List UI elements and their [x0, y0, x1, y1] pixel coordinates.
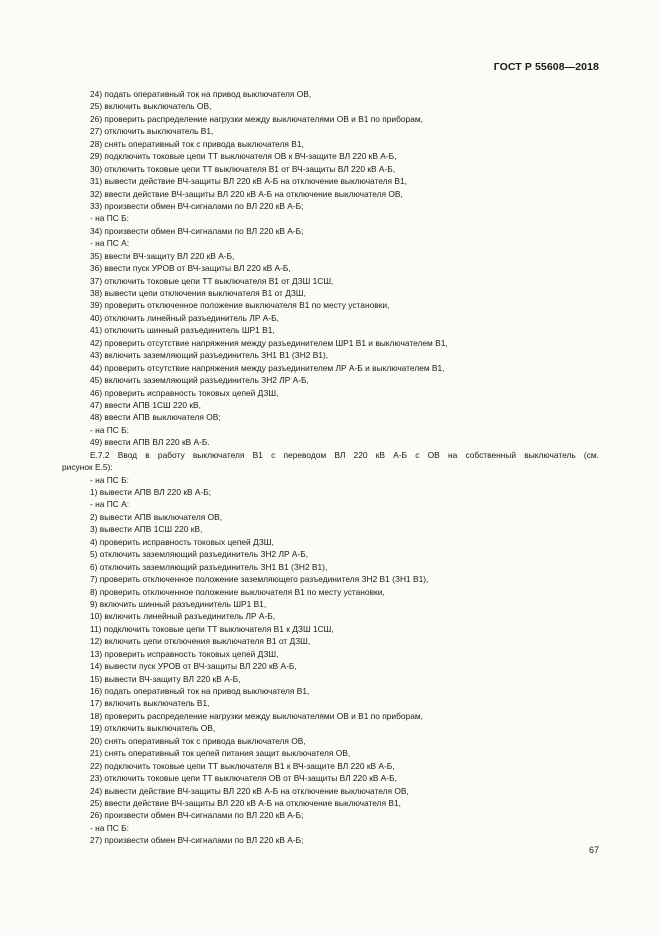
list-item: 41) отключить шинный разъединитель ШР1 В1,: [90, 325, 275, 336]
list-item: 27) отключить выключатель В1,: [90, 126, 214, 137]
list-item: 5) отключить заземляющий разъединитель ЗН2 ЛР А-Б,: [90, 549, 309, 560]
list-item: 30) отключить токовые цепи ТТ выключателя В1 от ВЧ-защиты ВЛ 220 кВ А-Б,: [90, 163, 396, 174]
document-body: [62, 88, 599, 847]
list-item: 8) проверить отключенное положение выключателя В1 по месту установки,: [90, 586, 385, 597]
document-code-header: ГОСТ Р 55608—2018: [493, 61, 599, 73]
list-item: 36) ввести пуск УРОВ от ВЧ-защиты ВЛ 220 кВ А-Б,: [90, 263, 291, 274]
list-item: 11) подключить токовые цепи ТТ выключателя В1 к ДЗШ 1СШ,: [90, 623, 334, 634]
list-item: - на ПС А:: [90, 499, 130, 510]
list-item: 14) вывести пуск УРОВ от ВЧ-защиты ВЛ 220 кВ А-Б,: [90, 661, 297, 672]
list-item: 33) произвести обмен ВЧ-сигналами по ВЛ 220 кВ А-Б;: [90, 200, 304, 211]
list-item: 2) вывести АПВ выключателя ОВ,: [90, 511, 223, 522]
list-item: 49) ввести АПВ ВЛ 220 кВ А-Б.: [90, 437, 210, 448]
list-item: - на ПС Б:: [90, 213, 129, 224]
list-item: - на ПС А:: [90, 238, 130, 249]
list-item: 13) проверить исправность токовых цепей ДЗШ,: [90, 648, 279, 659]
list-item: 43) включить заземляющий разъединитель ЗН1 В1 (ЗН2 В1),: [90, 350, 329, 361]
list-item: 48) ввести АПВ выключателя ОВ;: [90, 412, 221, 423]
page-number: 67: [588, 845, 599, 855]
list-item: 38) вывести цепи отключения выключателя В1 от ДЗШ,: [90, 288, 306, 298]
list-item: 1) вывести АПВ ВЛ 220 кВ А-Б;: [90, 487, 212, 497]
list-item: 3) вывести АПВ 1СШ 220 кВ,: [90, 524, 203, 535]
list-item: 4) проверить исправность токовых цепей ДЗШ,: [90, 536, 274, 547]
list-item: 22) подключить токовые цепи ТТ выключателя В1 к ВЧ-защите ВЛ 220 кВ А-Б,: [90, 760, 395, 771]
list-item: 23) отключить токовые цепи ТТ выключателя ОВ от ВЧ-защиты ВЛ 220 кВ А-Б,: [90, 773, 397, 784]
list-item: 16) подать оперативный ток на привод выключателя В1,: [90, 686, 310, 696]
list-item: 12) включить цепи отключения выключателя В1 от ДЗШ,: [90, 636, 311, 647]
list-item: 28) снять оперативный ток с привода выключателя В1,: [90, 138, 304, 149]
list-item: 19) отключить выключатель ОВ,: [90, 723, 216, 734]
list-item: 10) включить линейный разъединитель ЛР А-Б,: [90, 611, 276, 622]
list-item: 46) проверить исправность токовых цепей ДЗШ,: [90, 387, 279, 398]
list-item: 21) снять оперативный ток цепей питания защит выключателя ОВ,: [90, 748, 351, 759]
list-item: 44) проверить отсутствие напряжения между разъединителем ЛР А-Б и выключателем В1,: [90, 362, 445, 373]
list-item: - на ПС Б:: [90, 474, 129, 485]
list-item: 24) вывести действие ВЧ-защиты ВЛ 220 кВ А-Б на отключение выключателя ОВ,: [90, 785, 409, 796]
list-item: 39) проверить отключенное положение выключателя В1 по месту установки,: [90, 300, 390, 311]
list-item: - на ПС Б:: [90, 424, 129, 435]
list-item: 27) произвести обмен ВЧ-сигналами по ВЛ 220 кВ А-Б;: [90, 835, 304, 846]
list-item: 40) отключить линейный разъединитель ЛР А-Б,: [90, 312, 279, 323]
paragraph-continuation: рисунок Е.5):: [62, 462, 113, 473]
list-item: 18) проверить распределение нагрузки между выключателями ОВ и В1 по приборам,: [90, 710, 423, 721]
list-item: 17) включить выключатель В1,: [90, 698, 210, 709]
list-item: 9) включить шинный разъединитель ШР1 В1,: [90, 598, 267, 609]
list-item: 34) произвести обмен ВЧ-сигналами по ВЛ 220 кВ А-Б;: [90, 225, 304, 236]
list-item: 42) проверить отсутствие напряжения между разъединителем ШР1 В1 и выключателем В1,: [90, 337, 448, 348]
list-item: 26) проверить распределение нагрузки между выключателями ОВ и В1 по приборам,: [90, 113, 423, 124]
list-item: 47) ввести АПВ 1СШ 220 кВ,: [90, 399, 201, 410]
list-item: 24) подать оперативный ток на привод выключателя ОВ,: [90, 89, 312, 99]
list-item: 37) отключить токовые цепи ТТ выключателя В1 от ДЗШ 1СШ,: [90, 275, 334, 286]
list-item: - на ПС Б:: [90, 822, 129, 833]
list-item: 20) снять оперативный ток с привода выключателя ОВ,: [90, 735, 306, 746]
section-paragraph: Е.7.2 Ввод в работу выключателя В1 с переводом ВЛ 220 кВ А-Б с ОВ на собственный выключатель (см.: [90, 449, 599, 460]
list-item: 7) проверить отключенное положение заземляющего разъединителя ЗН2 В1 (ЗН1 В1),: [90, 574, 429, 585]
list-item: 32) ввести действие ВЧ-защиты ВЛ 220 кВ А-Б на отключение выключателя ОВ,: [90, 188, 403, 199]
list-item: 15) вывести ВЧ-защиту ВЛ 220 кВ А-Б,: [90, 673, 241, 684]
list-item: 25) ввести действие ВЧ-защиты ВЛ 220 кВ А-Б на отключение выключателя В1,: [90, 797, 401, 808]
list-item: 26) произвести обмен ВЧ-сигналами по ВЛ 220 кВ А-Б;: [90, 810, 304, 821]
list-item: 35) ввести ВЧ-защиту ВЛ 220 кВ А-Б,: [90, 250, 235, 261]
list-item: 31) вывести действие ВЧ-защиты ВЛ 220 кВ А-Б на отключение выключателя В1,: [90, 176, 407, 187]
list-item: 25) включить выключатель ОВ,: [90, 101, 212, 112]
list-item: 45) включить заземляющий разъединитель ЗН2 ЛР А-Б,: [90, 375, 309, 386]
list-item: 29) подключить токовые цепи ТТ выключателя ОВ к ВЧ-защите ВЛ 220 кВ А-Б,: [90, 151, 397, 162]
list-item: 6) отключить заземляющий разъединитель ЗН1 В1 (ЗН2 В1),: [90, 561, 328, 572]
